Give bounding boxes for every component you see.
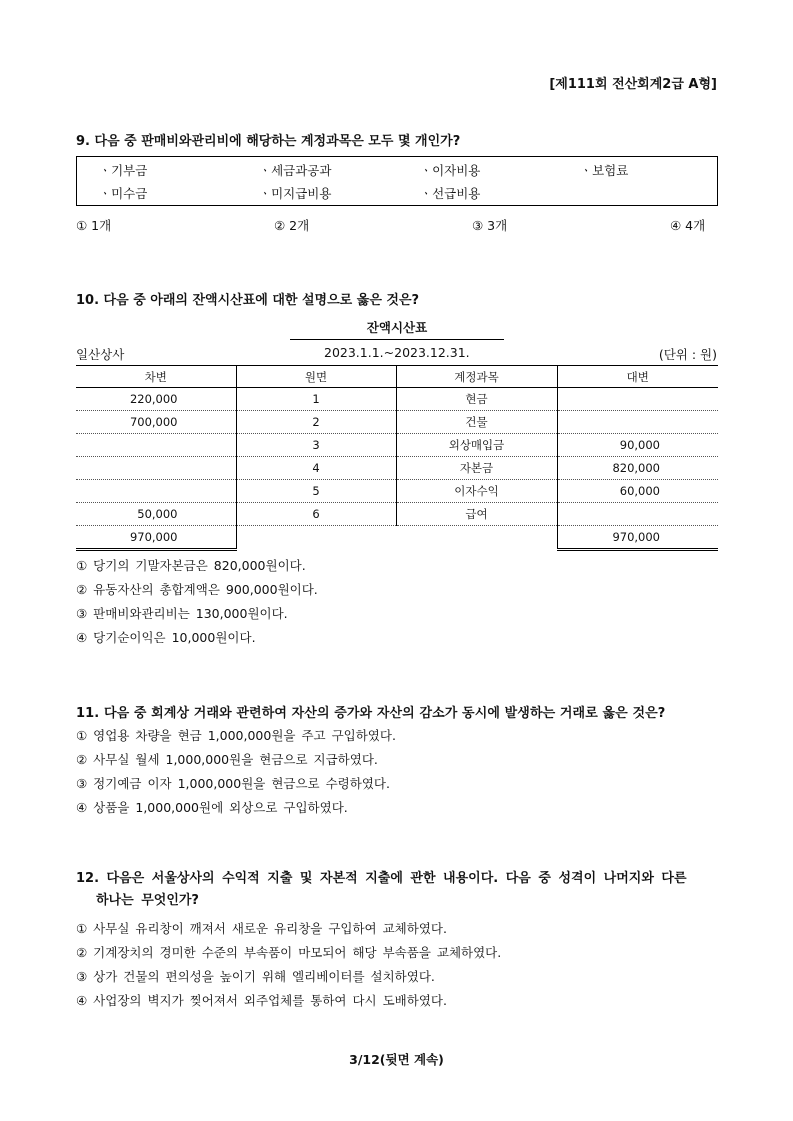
credit-total: 970,000: [557, 526, 718, 550]
debit-cell: 50,000: [76, 503, 236, 526]
trial-balance-title: 잔액시산표: [366, 320, 428, 335]
question-9-title: 9. 다음 중 판매비와관리비에 해당하는 계정과목은 모두 몇 개인가?: [76, 134, 461, 149]
q12-option-4[interactable]: ④ 사업장의 벽지가 찢어져서 외주업체를 통하여 다시 도배하였다.: [76, 993, 447, 1008]
col-debit: 차변: [76, 366, 236, 388]
q10-option-1[interactable]: ① 당기의 기말자본금은 820,000원이다.: [76, 558, 306, 573]
debit-cell: [76, 480, 236, 503]
table-row: [76, 388, 718, 411]
q9-option-1[interactable]: ① 1개: [76, 218, 112, 233]
account-cell: 현금: [396, 388, 557, 411]
q11-option-4[interactable]: ④ 상품을 1,000,000원에 외상으로 구입하였다.: [76, 800, 348, 815]
exam-header: [제111회 전산회계2급 A형]: [549, 77, 717, 92]
q9-item: ㆍ기부금: [99, 163, 148, 178]
credit-cell: 90,000: [557, 434, 718, 457]
debit-cell: 220,000: [76, 388, 236, 411]
q10-option-4[interactable]: ④ 당기순이익은 10,000원이다.: [76, 630, 256, 645]
q12-option-3[interactable]: ③ 상가 건물의 편의성을 높이기 위해 엘리베이터를 설치하였다.: [76, 969, 435, 984]
question-11-title: 11. 다음 중 회계상 거래와 관련하여 자산의 증가와 자산의 감소가 동시에 발생하는 거래로 옳은 것은?: [76, 706, 666, 721]
question-12-title-line1: 12. 다음은 서울상사의 수익적 지출 및 자본적 지출에 관한 내용이다. 다음 중 성격이 나머지와 다른: [76, 871, 687, 886]
question-12-title-line2: 하나는 무엇인가?: [96, 893, 199, 908]
account-cell: 급여: [396, 503, 557, 526]
q11-option-1[interactable]: ① 영업용 차량을 현금 1,000,000원을 주고 구입하였다.: [76, 728, 396, 743]
debit-cell: [76, 434, 236, 457]
q9-item: ㆍ미수금: [99, 186, 148, 201]
debit-total: 970,000: [76, 526, 236, 550]
q9-option-2[interactable]: ② 2개: [274, 218, 310, 233]
table-row: [76, 434, 718, 457]
q9-item: ㆍ선급비용: [420, 186, 481, 201]
table-total-row: [76, 526, 718, 550]
trial-balance-table: [76, 365, 718, 551]
ledger-cell: 1: [236, 388, 396, 411]
period: 2023.1.1.~2023.12.31.: [324, 345, 470, 360]
account-cell: 자본금: [396, 457, 557, 480]
table-row: [76, 503, 718, 526]
col-account: 계정과목: [396, 366, 557, 388]
q9-option-4[interactable]: ④ 4개: [670, 218, 706, 233]
q10-option-2[interactable]: ② 유동자산의 총합계액은 900,000원이다.: [76, 582, 318, 597]
col-ledger-page: 원면: [236, 366, 396, 388]
ledger-cell: 3: [236, 434, 396, 457]
ledger-cell: 6: [236, 503, 396, 526]
company-name: 일산상사: [76, 347, 125, 362]
table-row: [76, 457, 718, 480]
q11-option-3[interactable]: ③ 정기예금 이자 1,000,000원을 현금으로 수령하였다.: [76, 776, 390, 791]
table-row: [76, 480, 718, 503]
credit-cell: 820,000: [557, 457, 718, 480]
ledger-total: [236, 526, 396, 550]
ledger-cell: 4: [236, 457, 396, 480]
credit-cell: [557, 388, 718, 411]
q10-option-3[interactable]: ③ 판매비와관리비는 130,000원이다.: [76, 606, 288, 621]
question-12-title: [76, 868, 718, 912]
page-footer: 3/12(뒷면 계속): [349, 1052, 444, 1067]
title-underline: [290, 339, 504, 340]
q9-item: ㆍ이자비용: [420, 163, 481, 178]
q12-option-1[interactable]: ① 사무실 유리창이 깨져서 새로운 유리창을 구입하여 교체하였다.: [76, 921, 447, 936]
q9-item: ㆍ미지급비용: [259, 186, 332, 201]
account-cell: 외상매입금: [396, 434, 557, 457]
ledger-cell: 2: [236, 411, 396, 434]
question-9-box: [76, 156, 718, 206]
q9-item: ㆍ보험료: [580, 163, 629, 178]
credit-cell: [557, 411, 718, 434]
ledger-cell: 5: [236, 480, 396, 503]
table-row: [76, 411, 718, 434]
q9-option-3[interactable]: ③ 3개: [472, 218, 508, 233]
table-header-row: [76, 366, 718, 388]
debit-cell: [76, 457, 236, 480]
q9-item: ㆍ세금과공과: [259, 163, 332, 178]
debit-cell: 700,000: [76, 411, 236, 434]
q11-option-2[interactable]: ② 사무실 월세 1,000,000원을 현금으로 지급하였다.: [76, 752, 378, 767]
account-cell: 건물: [396, 411, 557, 434]
col-credit: 대변: [557, 366, 718, 388]
credit-cell: [557, 503, 718, 526]
unit-label: (단위 : 원): [658, 347, 717, 362]
credit-cell: 60,000: [557, 480, 718, 503]
account-cell: 이자수익: [396, 480, 557, 503]
q12-option-2[interactable]: ② 기계장치의 경미한 수준의 부속품이 마모되어 해당 부속품을 교체하였다.: [76, 945, 502, 960]
account-total: [396, 526, 557, 550]
question-10-title: 10. 다음 중 아래의 잔액시산표에 대한 설명으로 옳은 것은?: [76, 293, 420, 308]
